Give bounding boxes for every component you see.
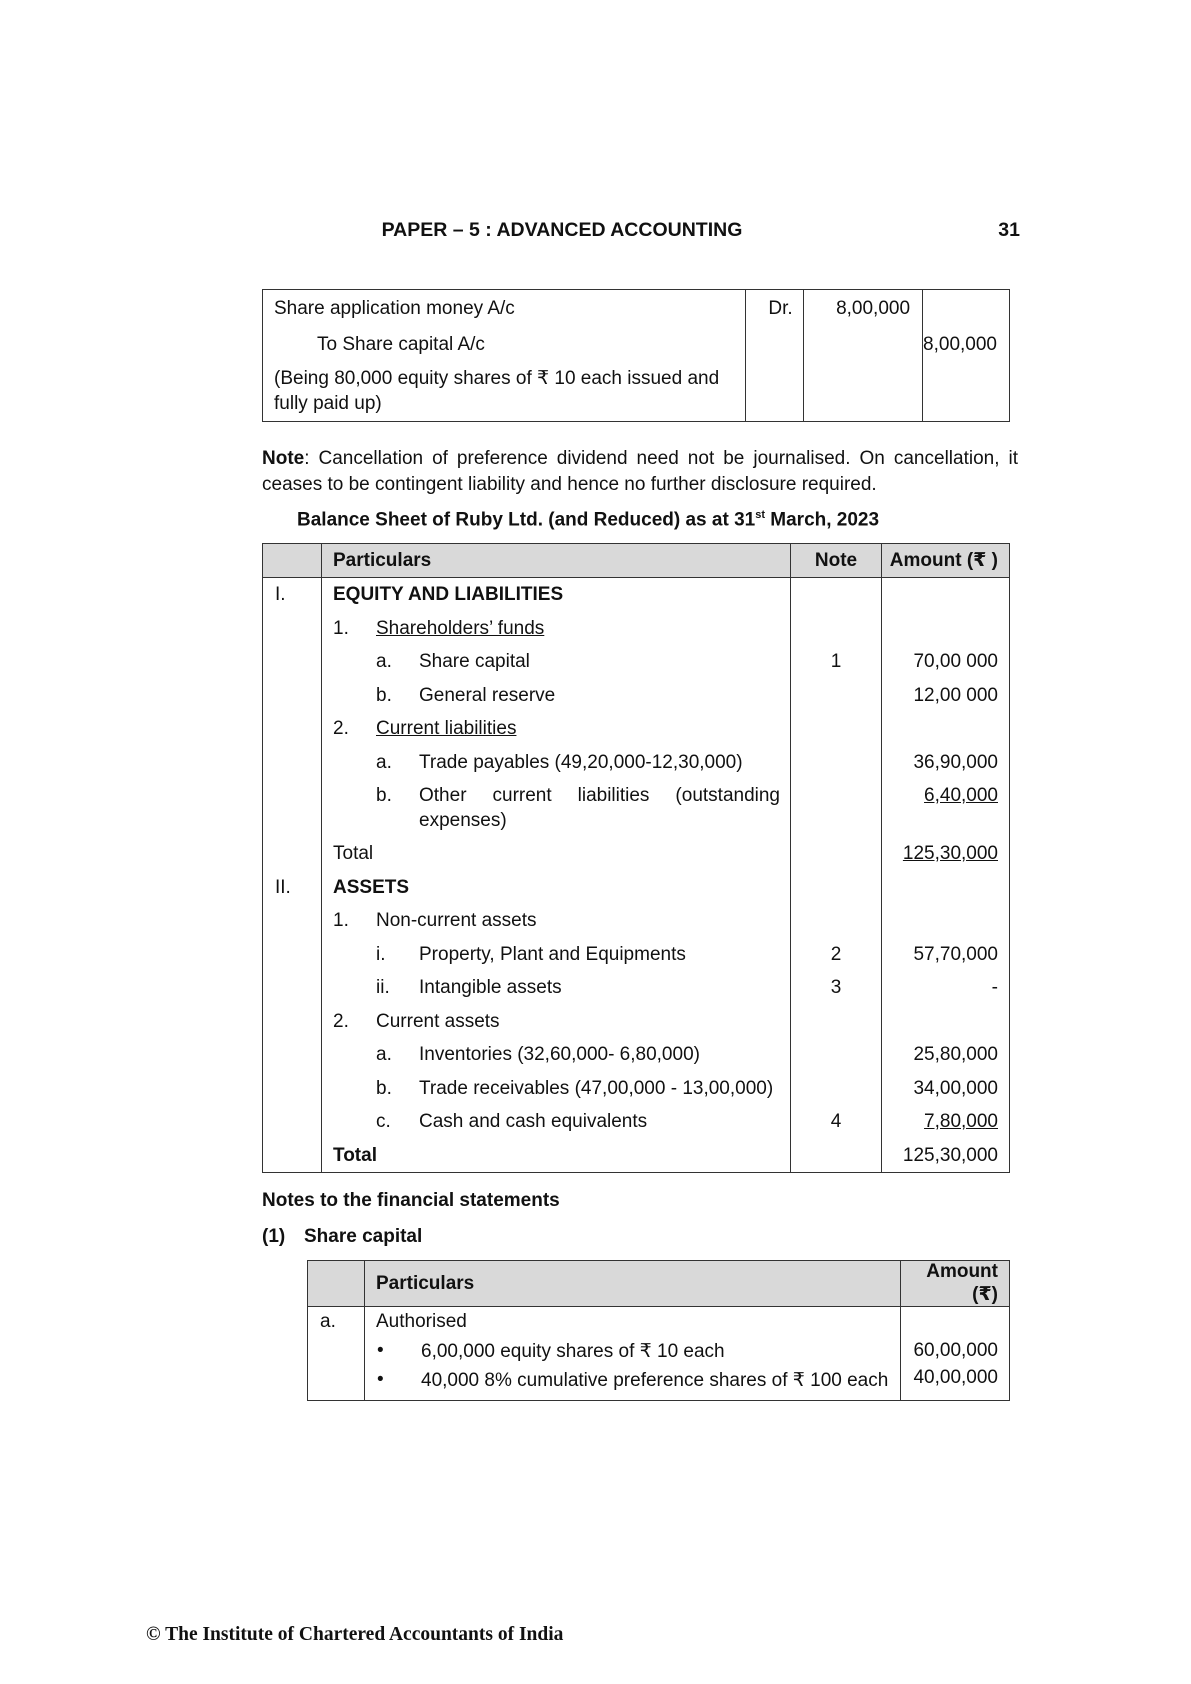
table-row: Total 125,30,000 <box>263 1139 1010 1173</box>
note-text: : Cancellation of preference dividend need not be journalised. On cancellation, it ceases to be contingent liability and hence no further disclosure required. <box>262 448 1018 495</box>
header-note: Note <box>791 544 882 578</box>
table-row: II. ASSETS <box>263 871 1010 905</box>
table-row: a. Share capital 1 70,00 000 <box>263 645 1010 679</box>
list-item: • 6,00,000 equity shares of ₹ 10 each <box>377 1340 725 1362</box>
header-amount: Amount (₹ ) <box>882 544 1010 578</box>
journal-narration-row <box>263 362 1010 422</box>
share-capital-heading: (1) Share capital <box>262 1226 423 1247</box>
journal-debit-row <box>263 290 1010 327</box>
footer-copyright: © The Institute of Chartered Accountants of India <box>146 1624 564 1645</box>
header-particulars: Particulars <box>333 549 432 571</box>
table-row: 1. Non-current assets <box>263 904 1010 938</box>
journal-credit-account: To Share capital A/c <box>263 326 746 362</box>
table-row: b. Trade receivables (47,00,000 - 13,00,000) 34,00,000 <box>263 1072 1010 1106</box>
table-row: 2. Current assets <box>263 1005 1010 1039</box>
journal-credit-row <box>263 326 1010 362</box>
journal-credit-empty <box>923 290 1010 327</box>
table-header-row <box>263 544 1010 578</box>
table-row: a. Inventories (32,60,000- 6,80,000) 25,80,000 <box>263 1038 1010 1072</box>
journal-debit-account: Share application money A/c <box>263 290 746 327</box>
journal-entry-table <box>262 289 1010 422</box>
section-heading: ASSETS <box>333 876 410 898</box>
table-row: b. Other current liabilities (outstanding expenses) 6,40,000 <box>263 779 1010 837</box>
table-row: c. Cash and cash equivalents 4 7,80,000 <box>263 1105 1010 1139</box>
table-row: 1. Shareholders’ funds <box>263 612 1010 646</box>
table-row: a. Authorised • 6,00,000 equity shares of ₹ 10 each • 40,000 8% cumulative preference shares of ₹ 100 each 60,00,000 40,00,000 <box>308 1307 1010 1401</box>
table-row: I. EQUITY AND LIABILITIES <box>263 578 1010 612</box>
table-row: Total 125,30,000 <box>263 837 1010 871</box>
table-row: a. Trade payables (49,20,000-12,30,000) 36,90,000 <box>263 746 1010 780</box>
journal-narration: (Being 80,000 equity shares of ₹ 10 each issued and fully paid up) <box>263 362 746 422</box>
balance-sheet-table <box>262 543 1010 1173</box>
table-row: ii. Intangible assets 3 - <box>263 971 1010 1005</box>
table-header-row <box>308 1261 1010 1307</box>
journal-debit-amount: 8,00,000 <box>803 290 922 327</box>
note-label: Note <box>262 448 305 469</box>
journal-dr-label: Dr. <box>745 290 803 327</box>
header-particulars: Particulars <box>365 1261 901 1307</box>
list-item: • 40,000 8% cumulative preference shares of ₹ 100 each <box>377 1369 889 1391</box>
table-row: b. General reserve 12,00 000 <box>263 679 1010 713</box>
page-title: PAPER – 5 : ADVANCED ACCOUNTING <box>381 219 743 241</box>
journal-credit-amount: 8,00,000 <box>923 334 997 355</box>
notes-heading: Notes to the financial statements <box>262 1190 560 1211</box>
balance-sheet-title: Balance Sheet of Ruby Ltd. (and Reduced) as at 31st March, 2023 <box>297 509 880 531</box>
page-number: 31 <box>998 219 1020 241</box>
section-heading: EQUITY AND LIABILITIES <box>333 584 564 605</box>
share-capital-table <box>307 1260 1010 1401</box>
table-row: i. Property, Plant and Equipments 2 57,70,000 <box>263 938 1010 972</box>
table-row: 2. Current liabilities <box>263 712 1010 746</box>
note-paragraph <box>262 446 1018 498</box>
header-amount: Amount (₹) <box>901 1261 1010 1307</box>
